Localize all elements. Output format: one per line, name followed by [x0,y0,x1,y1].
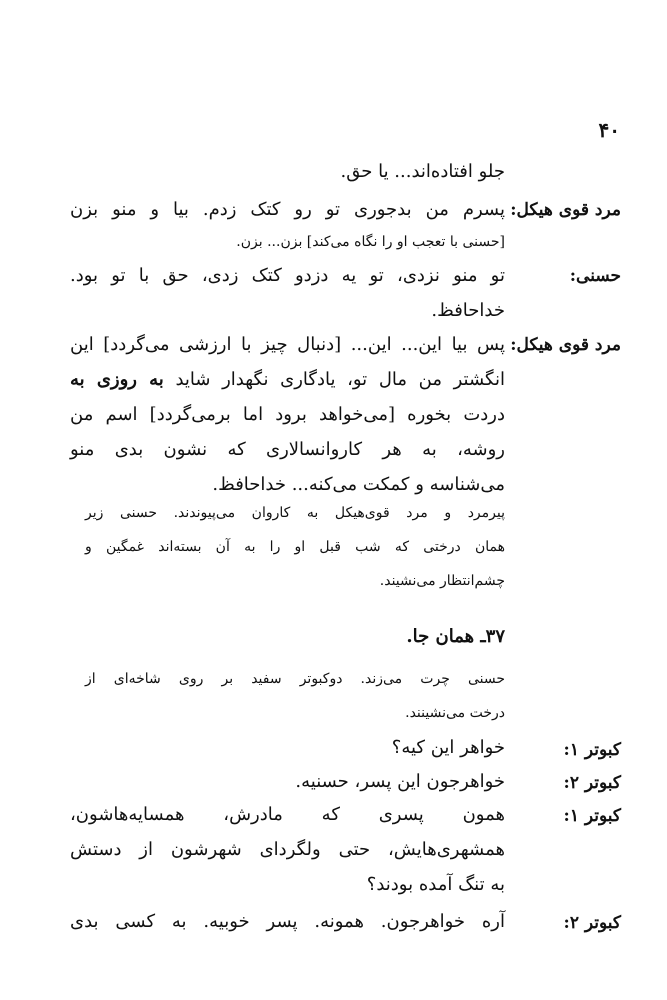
stage-direction [85,496,505,598]
emphasized-text: به روزی به [70,369,164,390]
dialog-line: به تنگ آمده بودند؟ [366,874,505,895]
dialog-line: پسرم من بدجوری تو رو کتک زدم. بیا و منو بزن [70,199,505,220]
scene-heading: ۳۷ـ همان جا. [406,626,505,647]
dialog-line: دردت بخوره [می‌خواهد برود اما برمی‌گردد] اسم من [70,404,505,425]
stage-direction-line: حسنی چرت می‌زند. دوکبوتر سفید بر روی شاخه‌ای از [85,671,505,687]
speaker-label: مرد قوی هیکل: [510,335,621,355]
stage-direction-line: درخت می‌نشینند. [405,705,505,721]
dialog-text [70,192,505,257]
dialog-line: روشه، به هر کاروانسالاری که نشون بدی منو [70,439,505,460]
dialog-text [70,764,505,799]
dialog-text [70,904,505,939]
dialog-line: آره خواهرجون. همونه. پسر خوبیه. به کسی بدی [70,911,506,932]
stage-direction-line: [حسنی با تعجب او را نگاه می‌کند] بزن... بزن. [236,234,505,250]
dialog-line: همشهری‌هایش، حتی ولگردای شهرشون از دستش [70,839,505,860]
dialog-line: پس بیا این... این... [دنبال چیز با ارزشی می‌گردد] این [70,334,505,355]
speaker-label: کبوتر ۱: [563,806,621,826]
stage-direction-line: چشم‌انتظار می‌نشیند. [379,573,505,589]
dialog-line: همون پسری که مادرش، همسایه‌هاشون، [70,804,505,825]
speaker-label: کبوتر ۲: [563,773,621,793]
page-number: ۴۰ [598,118,620,142]
dialog-text [70,327,505,502]
dialog-line: خواهر این کیه؟ [391,737,505,758]
dialog-line: می‌شناسه و کمکت می‌کنه... خداحافظ. [212,474,505,495]
continuation-line: جلو افتاده‌اند... یا حق. [340,161,505,182]
dialog-text [70,797,505,902]
speaker-label: حسنی: [569,266,621,286]
dialog-line: خواهرجون این پسر، حسنیه. [295,771,505,792]
speaker-label: مرد قوی هیکل: [510,200,621,220]
stage-direction [85,662,505,730]
dialog-text [70,258,505,328]
dialog-line: تو منو نزدی، تو یه دزدو کتک زدی، حق با تو بود. [70,265,505,286]
speaker-label: کبوتر ۱: [563,740,621,760]
dialog-text [70,730,505,765]
stage-direction-line: پیرمرد و مرد قوی‌هیکل به کاروان می‌پیوندند. حسنی زیر [85,505,505,521]
dialog-line: انگشتر من مال تو، یادگاری نگهدار شاید به روزی به [70,369,505,390]
speaker-label: کبوتر ۲: [563,913,621,933]
dialog-line: خداحافظ. [431,300,505,321]
stage-direction-line: همان درختی که شب قبل او را به آن بسته‌اند غمگین و [85,539,505,555]
